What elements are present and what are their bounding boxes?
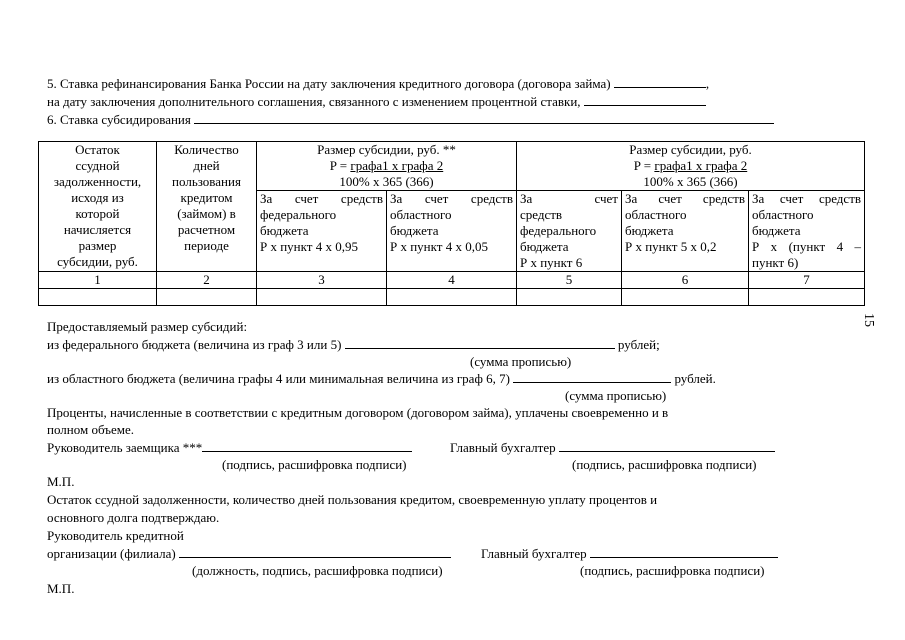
position-signature-hint: (должность, подпись, расшифровка подписи) [192,563,443,578]
signature-hint: (подпись, расшифровка подписи) [580,563,765,578]
column-number: 4 [387,272,517,289]
column-numbers-row [39,272,865,289]
col2-header: Количество дней пользования кредитом (займом) в расчетном периоде [157,142,257,272]
chief-accountant-signature-blank [590,546,778,558]
additional-agreement-blank [584,94,706,106]
chief-accountant-line: Главный бухгалтер [450,440,775,455]
col7-header: За счет средств областного бюджета Р х (пункт 4 – пункт 6) [749,191,865,272]
table-cell[interactable] [387,289,517,306]
confirmation-line2: основного долга подтверждаю. [47,510,220,525]
subsidy-table [38,141,865,306]
table-cell[interactable] [257,289,387,306]
column-number: 7 [749,272,865,289]
chief-accountant-line: Главный бухгалтер [481,546,778,561]
bank-head-line1: Руководитель кредитной [47,528,184,543]
empty-data-row[interactable] [39,289,865,306]
table-cell[interactable] [622,289,749,306]
amount-in-words-hint: (сумма прописью) [565,388,667,403]
borrower-signature-blank [202,440,412,452]
borrower-head-line: Руководитель заемщика *** [47,440,412,455]
bank-head-signature-blank [179,546,451,558]
group1-header: Размер субсидии, руб. ** P = графа1 x графа 2 100% x 365 (366) [257,142,517,191]
chief-accountant-signature-blank [559,440,775,452]
signature-hint: (подпись, расшифровка подписи) [222,457,407,472]
page-number: 15 [861,313,876,327]
table-cell[interactable] [157,289,257,306]
regional-amount-blank [513,371,671,383]
amount-in-words-hint: (сумма прописью) [470,354,572,369]
column-number: 3 [257,272,387,289]
table-cell[interactable] [517,289,622,306]
col5-header: За счет средств федерального бюджета Р х пункт 6 [517,191,622,272]
bank-head-line2: организации (филиала) [47,546,451,561]
column-number: 5 [517,272,622,289]
federal-amount-blank [345,337,615,349]
stamp-place-label: М.П. [47,581,75,596]
column-number: 6 [622,272,749,289]
col4-header: За счет средств областного бюджета Р х пункт 4 х 0,05 [387,191,517,272]
column-number: 1 [39,272,157,289]
stamp-place-label: М.П. [47,474,75,489]
subsidy-rate-line: 6. Ставка субсидирования [47,112,774,127]
regional-budget-line: из областного бюджета (величина графы 4 или минимальная величина из граф 6, 7) рублей. [47,371,716,386]
column-number: 2 [157,272,257,289]
group2-header: Размер субсидии, руб. P = графа1 x графа 2 100% x 365 (366) [517,142,865,191]
col3-header: За счет средств федерального бюджета Р х пункт 4 х 0,95 [257,191,387,272]
confirmation-line1: Остаток ссудной задолженности, количество дней пользования кредитом, своевременную уплату процентов и [47,492,658,507]
table-cell[interactable] [39,289,157,306]
interest-statement-line2: полном объеме. [47,422,134,437]
table-cell[interactable] [749,289,865,306]
provided-subsidy-heading: Предоставляемый размер субсидий: [47,319,248,334]
signature-hint: (подпись, расшифровка подписи) [572,457,757,472]
col6-header: За счет средств областного бюджета Р х пункт 5 х 0,2 [622,191,749,272]
subsidy-rate-blank [194,112,774,124]
additional-agreement-line: на дату заключения дополнительного соглашения, связанного с изменением процентной ставки, [47,94,706,109]
interest-statement-line1: Проценты, начисленные в соответствии с кредитным договором (договором займа), уплачены своевременно и в [47,405,669,420]
refinancing-rate-blank [614,76,706,88]
federal-budget-line: из федерального бюджета (величина из граф 3 или 5) рублей; [47,337,660,352]
col1-header: Остаток ссудной задолженности, исходя из которой начисляется размер субсидии, руб. [39,142,157,272]
refinancing-rate-line: 5. Ставка рефинансирования Банка России на дату заключения кредитного договора (договора займа) , [47,76,710,91]
